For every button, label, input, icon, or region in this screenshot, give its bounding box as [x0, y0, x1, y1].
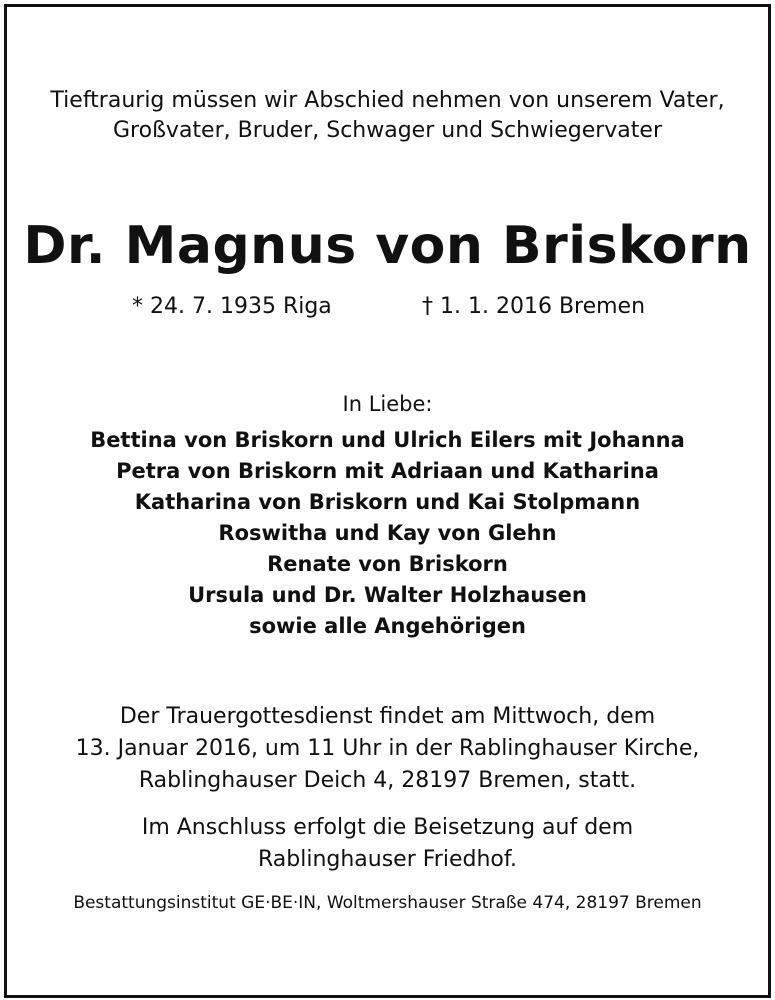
service-line-1: Der Trauergottesdienst findet am Mittwoch, dem: [119, 704, 656, 729]
mourner-line: sowie alle Angehörigen: [249, 614, 526, 638]
service-line-2: 13. Januar 2016, um 11 Uhr in der Rablinghauser Kirche,: [75, 736, 700, 761]
death-date: † 1. 1. 2016 Bremen: [422, 294, 646, 319]
mourner-line: Petra von Briskorn mit Adriaan und Katharina: [116, 459, 659, 483]
deceased-name: Dr. Magnus von Briskorn: [23, 216, 752, 276]
mourner-line: Katharina von Briskorn und Kai Stolpmann: [134, 490, 641, 514]
intro-line-1: Tieftraurig müssen wir Abschied nehmen von unserem Vater,: [50, 88, 725, 113]
mourner-line: Bettina von Briskorn und Ulrich Eilers mit Johanna: [90, 428, 685, 452]
mourner-line: Roswitha und Kay von Glehn: [218, 521, 557, 545]
mourner-line: Ursula und Dr. Walter Holzhausen: [188, 583, 587, 607]
intro-line-2: Großvater, Bruder, Schwager und Schwiegervater: [113, 118, 662, 143]
burial-line-1: Im Anschluss erfolgt die Beisetzung auf dem: [141, 815, 634, 840]
mourner-line: Renate von Briskorn: [267, 552, 508, 576]
birth-date: * 24. 7. 1935 Riga: [132, 294, 332, 319]
burial-line-2: Rablinghauser Friedhof.: [257, 847, 518, 872]
service-line-3: Rablinghauser Deich 4, 28197 Bremen, statt.: [138, 768, 637, 793]
funeral-home-footer: Bestattungsinstitut GE·BE·IN, Woltmershauser Straße 474, 28197 Bremen: [73, 893, 702, 913]
in-love-label: In Liebe:: [342, 392, 433, 416]
